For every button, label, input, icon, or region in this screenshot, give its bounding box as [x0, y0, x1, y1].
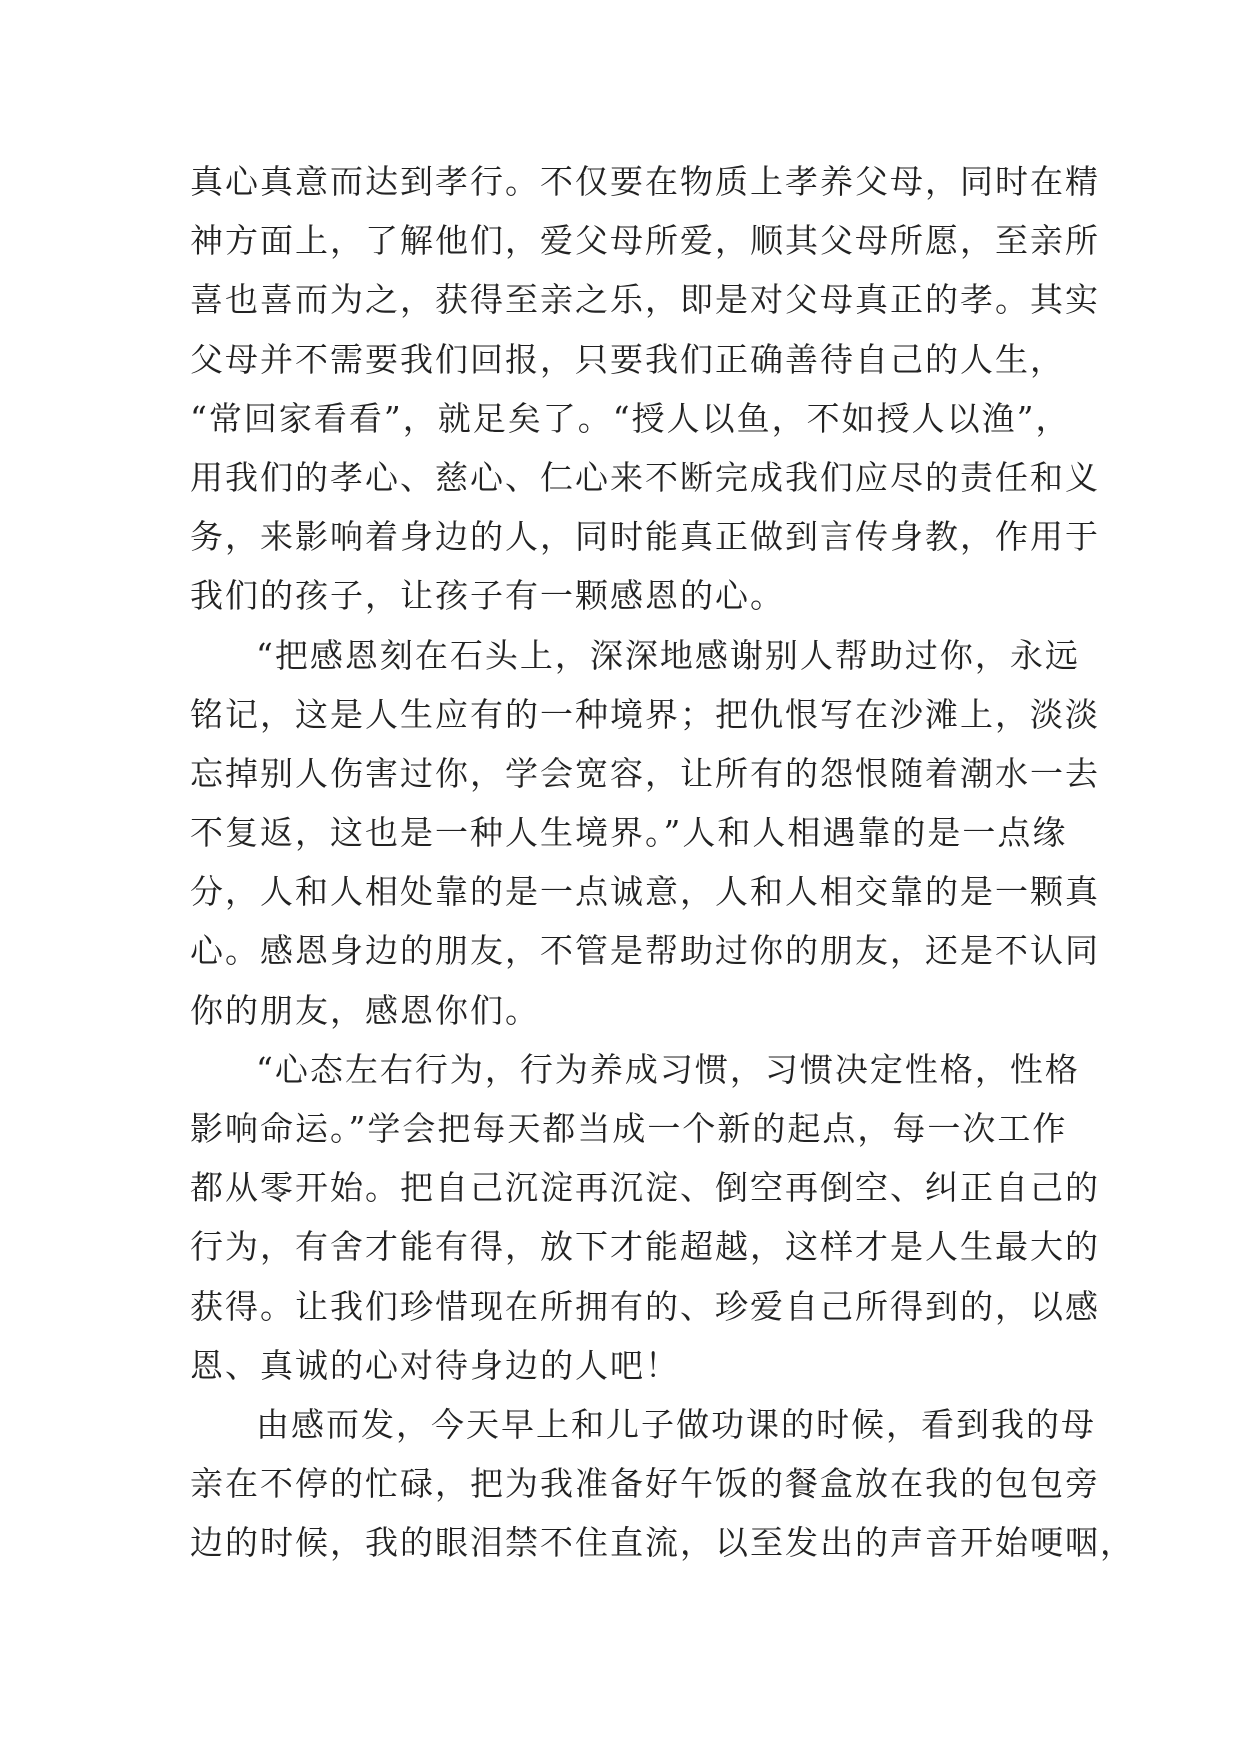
text-line: 铭记，这是人生应有的一种境界；把仇恨写在沙滩上，淡淡 [190, 694, 1100, 734]
text-line: 心。感恩身边的朋友，不管是帮助过你的朋友，还是不认同 [190, 931, 1100, 971]
text-line: 分，人和人相处靠的是一点诚意，人和人相交靠的是一颗真 [190, 872, 1100, 912]
text-line: 边的时候，我的眼泪禁不住直流，以至发出的声音开始哽咽， [190, 1523, 1135, 1563]
text-line: 务，来影响着身边的人，同时能真正做到言传身教，作用于 [190, 517, 1100, 557]
text-line: 忘掉别人伤害过你，学会宽容，让所有的怨恨随着潮水一去 [190, 753, 1100, 793]
text-line: 我们的孩子，让孩子有一颗感恩的心。 [190, 576, 785, 616]
paragraph-first-line: 由感而发，今天早上和儿子做功课的时候，看到我的母 [256, 1404, 1096, 1444]
text-line: 都从零开始。把自己沉淀再沉淀、倒空再倒空、纠正自己的 [190, 1168, 1100, 1208]
text-line: 恩、真诚的心对待身边的人吧！ [190, 1345, 680, 1385]
text-line: 用我们的孝心、慈心、仁心来不断完成我们应尽的责任和义 [190, 457, 1100, 497]
text-line: 真心真意而达到孝行。不仅要在物质上孝养父母，同时在精 [190, 162, 1100, 201]
text-line: 获得。让我们珍惜现在所拥有的、珍爱自己所得到的，以感 [190, 1286, 1100, 1326]
paragraph-first-line: “把感恩刻在石头上，深深地感谢别人帮助过你，永远 [256, 635, 1080, 675]
text-line: 神方面上，了解他们，爱父母所爱，顺其父母所愿，至亲所 [190, 221, 1100, 261]
text-line: 喜也喜而为之，获得至亲之乐，即是对父母真正的孝。其实 [190, 280, 1100, 320]
text-line: 你的朋友，感恩你们。 [190, 990, 540, 1030]
paragraph-first-line: “心态左右行为，行为养成习惯，习惯决定性格，性格 [256, 1049, 1080, 1089]
text-line: 亲在不停的忙碌，把为我准备好午饭的餐盒放在我的包包旁 [190, 1464, 1100, 1504]
text-line: 行为，有舍才能有得，放下才能超越，这样才是人生最大的 [190, 1227, 1100, 1267]
text-line: 父母并不需要我们回报，只要我们正确善待自己的人生， [190, 339, 1065, 379]
document-body [190, 152, 1135, 1573]
text-line: 影响命运。”学会把每天都当成一个新的起点，每一次工作 [190, 1109, 1068, 1148]
text-line: 不复返，这也是一种人生境界。”人和人相遇靠的是一点缘 [190, 813, 1068, 853]
text-line: “常回家看看”，就足矣了。“授人以鱼，不如授人以渔”， [190, 398, 1071, 438]
